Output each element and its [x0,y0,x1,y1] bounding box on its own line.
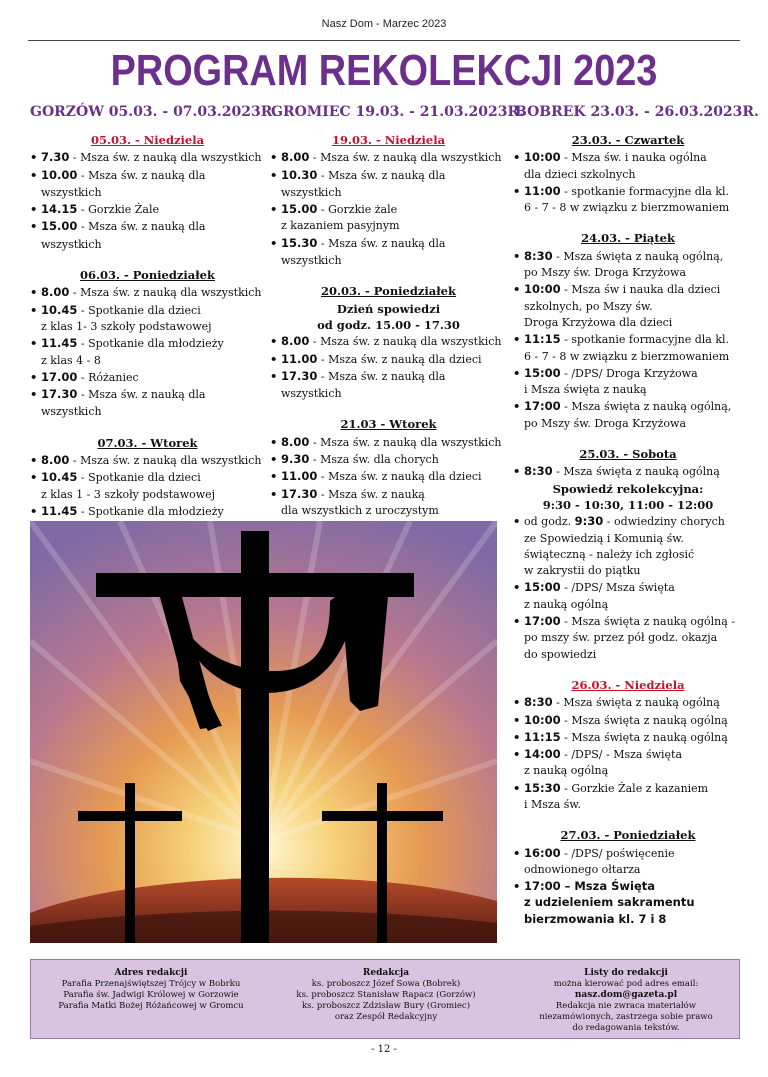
schedule-item-continuation: i Msza św. [524,797,582,811]
crosses-illustration [30,521,497,943]
schedule-item-continuation: z klas 4 - 8 [41,353,101,367]
footer-line: ks. proboszcz Józef Sowa (Bobrek) [311,979,461,989]
schedule-item: • 17.00 - Różaniec [30,369,265,386]
footer-line: niezamówionych, zastrzega sobie prawo [539,1012,713,1022]
schedule-item: • 14:00 - /DPS/ - Msza święta [513,746,743,763]
schedule-item: • 17.30 - Msza św. z nauką [270,486,507,503]
footer-line: Parafia św. Jadwigi Królowej w Gorzowie [63,990,239,1000]
footer-line: można kierować pod adres email: [553,979,699,989]
schedule-item: • 8.00 - Msza św. z nauką dla wszystkich [270,333,507,350]
schedule-item-continuation: z klas 1- 3 szkoły podstawowej [41,319,212,333]
day-label: 20.03. - Poniedziałek [321,284,456,299]
bobrek-schedule [513,132,743,927]
schedule-item: • 11:15 - Msza święta z nauką ogólną [513,729,743,746]
bobrek-heading: BOBREK 23.03. - 26.03.2023R. [515,104,759,120]
footer-email-link[interactable]: nasz.dom@gazeta.pl [574,990,678,1000]
schedule-item: • 8:30 - Msza święta z nauką ogólną [513,463,743,480]
schedule-item: • 10.45 - Spotkanie dla dzieci [30,302,265,319]
schedule-item: • 10.45 - Spotkanie dla dzieci [30,469,265,486]
schedule-item: • 10.00 - Msza św. z nauką dla wszystkich [30,167,265,202]
schedule-item-continuation: do spowiedzi [524,647,597,661]
gorzow-schedule [30,132,265,587]
schedule-item: • 17.30 - Msza św. z nauką dla wszystkich [30,386,265,421]
confession-note: Spowiedź rekolekcyjna: [552,481,704,496]
schedule-item: • 15:00 - /DPS/ Msza święta [513,579,743,596]
footer-line: Redakcja nie zwraca materiałów [555,1001,697,1011]
footer-line: Parafia Przenajświętszej Trójcy w Bobrku [61,979,241,989]
day-label: 07.03. - Wtorek [97,435,198,450]
schedule-item-continuation: dla dzieci szkolnych [524,167,636,181]
schedule-item: • 8:30 - Msza święta z nauką ogólną [513,694,743,711]
day-label: 27.03. - Poniedziałek [560,828,696,843]
schedule-item-continuation: z nauką ogólną [524,597,609,611]
schedule-item: • 15.30 - Msza św. z nauką dla wszystkich [270,235,507,270]
schedule-item: • 8.00 - Msza św. z nauką dla wszystkich [270,149,507,166]
schedule-item: • od godz. 9:30 - odwiedziny chorych [513,513,743,530]
schedule-item-continuation: z udzieleniem sakramentu [524,895,695,910]
editorial-footer [30,959,740,1039]
footer-address-heading: Adres redakcji [114,968,188,978]
schedule-item-continuation: 6 - 7 - 8 w związku z bierzmowaniem [524,349,730,363]
schedule-item-continuation: 6 - 7 - 8 w związku z bierzmowaniem [524,201,730,215]
footer-line: oraz Zespół Redakcyjny [334,1012,438,1022]
schedule-item: • 9.30 - Msza św. dla chorych [270,451,507,468]
schedule-item: • 15.00 - Gorzkie żale [270,201,507,218]
gromiec-heading: GROMIEC 19.03. - 21.03.2023R. [271,104,524,120]
schedule-item-continuation: Droga Krzyżowa dla dzieci [524,315,673,329]
schedule-item-continuation: i Msza święta z nauką [524,383,647,397]
schedule-item: • 8.00 - Msza św. z nauką dla wszystkich [270,434,507,451]
schedule-item: • 11:00 - spotkanie formacyjne dla kl. [513,183,743,200]
footer-address [41,968,261,1012]
schedule-item: • 17.30 - Msza św. z nauką dla wszystkich [270,368,507,403]
schedule-item: • 11.45 - Spotkanie dla młodzieży [30,503,265,520]
footer-letters-heading: Listy do redakcji [584,968,668,978]
schedule-item: • 11.00 - Msza św. z nauką dla dzieci [270,468,507,485]
day-label: 05.03. - Niedziela [90,133,205,147]
schedule-item: • 17:00 - Msza święta z nauką ogólną - [513,613,743,630]
schedule-item-continuation: dla wszystkich z uroczystym [281,503,439,517]
page-number: - 12 - [371,1044,397,1055]
footer-line: Parafia Matki Bożej Różańcowej w Gromcu [58,1001,244,1011]
schedule-item: • 14.15 - Gorzkie Żale [30,201,265,218]
schedule-item: • 7.30 - Msza św. z nauką dla wszystkich [30,149,265,166]
gorzow-heading: GORZÓW 05.03. - 07.03.2023R. [30,104,278,120]
day-label: 19.03. - Niedziela [331,133,446,147]
schedule-item: • 10.30 - Msza św. z nauką dla wszystkich [270,167,507,202]
confession-day-note: Dzień spowiedzi [336,301,441,316]
schedule-item-continuation: po Mszy św. Droga Krzyżowa [524,416,686,430]
schedule-item-continuation: w zakrystii do piątku [524,564,641,578]
footer-editors [281,968,491,1023]
footer-line: do redagowania tekstów. [572,1023,680,1033]
schedule-item: • 11.45 - Spotkanie dla młodzieży [30,335,265,352]
schedule-item: • 15:00 - /DPS/ Droga Krzyżowa [513,365,743,382]
confession-hours: 9:30 - 10:30, 11:00 - 12:00 [542,497,714,512]
page-title: PROGRAM REKOLEKCJI 2023 [110,46,658,95]
schedule-item: • 8:30 - Msza święta z nauką ogólną, [513,248,743,265]
schedule-item: • 11:15 - spotkanie formacyjne dla kl. [513,331,743,348]
schedule-item-continuation: szkolnych, po Mszy św. [524,299,653,313]
schedule-item: • 11.00 - Msza św. z nauką dla dzieci [270,351,507,368]
schedule-item-continuation: z kazaniem pasyjnym [281,219,400,233]
day-label: 24.03. - Piątek [581,231,675,246]
footer-line: ks. proboszcz Stanisław Rapacz (Gorzów) [296,990,476,1000]
schedule-item: • 16:00 - /DPS/ poświęcenie [513,845,743,862]
running-header: Nasz Dom - Marzec 2023 [321,18,447,30]
day-label: 26.03. - Niedziela [571,677,685,692]
schedule-item-continuation: ze Spowiedzią i Komunią św. [524,531,684,545]
schedule-item: • 15.00 - Msza św. z nauką dla wszystkich [30,218,265,253]
schedule-item-continuation: bierzmowania kl. 7 i 8 [524,911,667,926]
footer-editors-heading: Redakcja [362,968,410,978]
schedule-item: • 10:00 - Msza św i nauka dla dzieci [513,281,743,298]
schedule-item: • 17:00 – Msza Święta [513,878,743,894]
schedule-item-continuation: po mszy św. przez pół godz. okazja [524,631,718,645]
schedule-item-continuation: po Mszy św. Droga Krzyżowa [524,266,686,280]
schedule-item-continuation: z nauką ogólną [524,764,609,778]
gromiec-schedule [270,132,507,536]
schedule-item: • 10:00 - Msza św. i nauka ogólna [513,149,743,166]
schedule-item-continuation: odnowionego ołtarza [524,862,641,876]
schedule-item: • 10:00 - Msza święta z nauką ogólną [513,712,743,729]
schedule-item: • 15:30 - Gorzkie Żale z kazaniem [513,780,743,797]
day-label: 25.03. - Sobota [579,447,677,462]
footer-line: ks. proboszcz Zdzisław Bury (Gromiec) [301,1001,471,1011]
footer-letters [521,968,731,1034]
schedule-item: • 17:00 - Msza święta z nauką ogólną, [513,398,743,415]
day-label: 23.03. - Czwartek [571,133,685,147]
schedule-item: • 8.00 - Msza św. z nauką dla wszystkich [30,452,265,469]
confession-hours: od godz. 15.00 - 17.30 [317,317,460,332]
schedule-item: • 8.00 - Msza św. z nauką dla wszystkich [30,284,265,301]
day-label: 21.03 - Wtorek [340,417,437,432]
header-divider [28,40,740,41]
crosses-image [30,521,497,943]
schedule-item-continuation: świąteczną - należy ich zgłosić [524,547,695,561]
schedule-item-continuation: z klas 1 - 3 szkoły podstawowej [41,487,216,501]
day-label: 06.03. - Poniedziałek [80,268,215,283]
